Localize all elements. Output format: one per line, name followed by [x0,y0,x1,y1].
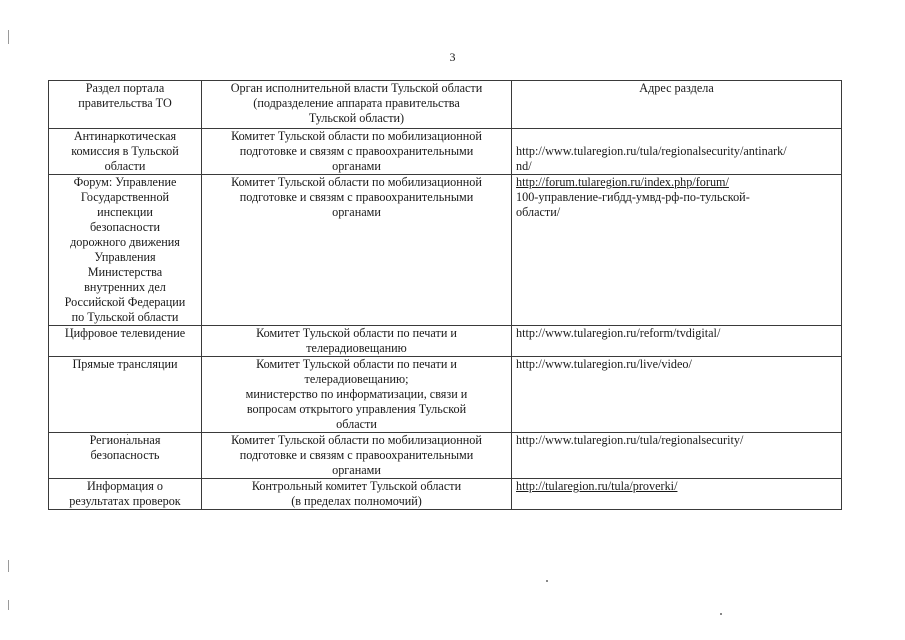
page-number: 3 [449,50,456,64]
row-section: Информация о результатах проверок [49,479,202,510]
scan-speck [546,580,548,582]
row-body: Комитет Тульской области по мобилизационной подготовке и связям с правоохранительными органами [202,129,512,175]
address-text[interactable]: http://www.tularegion.ru/live/video/ [516,357,692,371]
row-body: Комитет Тульской области по мобилизационной подготовке и связям с правоохранительными органами [202,175,512,326]
sections-table [48,80,842,510]
row-section: Региональная безопасность [49,433,202,479]
table-row [49,433,842,479]
table-row [49,129,842,175]
scan-speck [720,613,722,615]
header-body: Орган исполнительной власти Тульской области (подразделение аппарата правительства Тульской области) [202,81,512,129]
row-body: Комитет Тульской области по печати и телерадиовещанию [202,326,512,357]
row-section: Антинаркотическая комиссия в Тульской области [49,129,202,175]
address-link[interactable]: http://forum.tularegion.ru/index.php/forum/ [516,175,729,189]
row-address [512,326,842,357]
scan-edge-mark [8,30,9,44]
table-header-row [49,81,842,129]
header-address: Адрес раздела [512,81,842,129]
row-section: Цифровое телевидение [49,326,202,357]
row-body: Контрольный комитет Тульской области (в пределах полномочий) [202,479,512,510]
address-link[interactable]: http://tularegion.ru/tula/proverki/ [516,479,678,493]
row-address [512,433,842,479]
row-address [512,479,842,510]
row-section: Форум: Управление Государственной инспекции безопасности дорожного движения Управления Министерства внутренних дел Российской Федерации по Тульской области [49,175,202,326]
address-text[interactable]: http://www.tularegion.ru/reform/tvdigital/ [516,326,721,340]
table-row [49,357,842,433]
address-text[interactable]: http://www.tularegion.ru/tula/regionalsecurity/ [516,433,744,447]
row-address [512,357,842,433]
address-text[interactable]: 100-управление-гибдд-умвд-рф-по-тульской- области/ [516,190,750,219]
table-row [49,326,842,357]
row-address [512,129,842,175]
scan-edge-mark [8,560,9,572]
row-body: Комитет Тульской области по печати и телерадиовещанию; министерство по информатизации, связи и вопросам открытого управления Тульской области [202,357,512,433]
row-body: Комитет Тульской области по мобилизационной подготовке и связям с правоохранительными органами [202,433,512,479]
header-section: Раздел портала правительства ТО [49,81,202,129]
scan-edge-mark [8,600,9,610]
address-text[interactable]: http://www.tularegion.ru/tula/regionalsecurity/antinark/ nd/ [516,144,787,173]
row-section: Прямые трансляции [49,357,202,433]
table-row [49,479,842,510]
row-address [512,175,842,326]
table-row [49,175,842,326]
